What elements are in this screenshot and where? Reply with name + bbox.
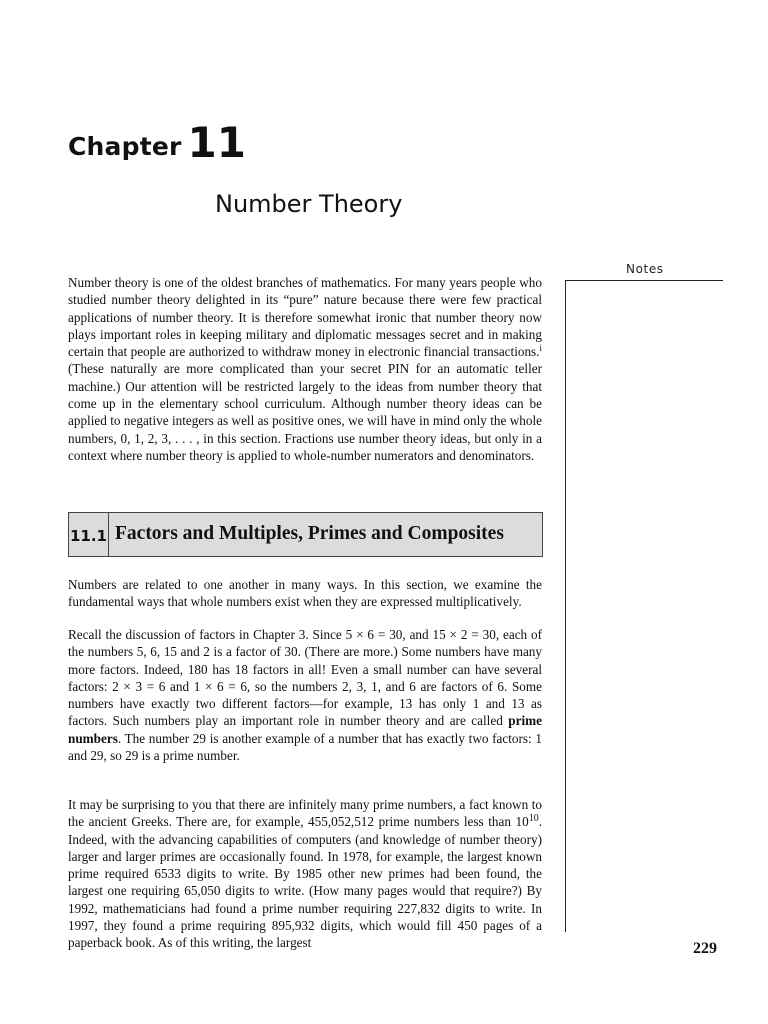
notes-label: Notes xyxy=(626,262,664,276)
chapter-number: 11 xyxy=(187,118,246,167)
body-paragraph-3 xyxy=(68,796,542,952)
body-p3-text-a: It may be surprising to you that there are infinitely many prime numbers, a fact known to the ancient Greeks. There are, for example, 455,052,512 prime numbers less than 10 xyxy=(68,797,542,830)
section-heading xyxy=(68,512,543,557)
body-paragraph-1: Numbers are related to one another in many ways. In this section, we examine the fundamental ways that whole numbers exist when they are expressed multiplicatively. xyxy=(68,577,542,610)
notes-rule-top xyxy=(565,280,723,281)
page-number: 229 xyxy=(693,940,717,957)
chapter-word: Chapter xyxy=(68,132,182,161)
section-number: 11.1 xyxy=(69,513,109,556)
notes-rule-left xyxy=(565,280,566,932)
intro-text-part1: Number theory is one of the oldest branches of mathematics. For many years people who studied number theory delighted in its “pure” nature because there were few practical applications of number theory. It is therefore somewhat ironic that number theory now plays important roles in keeping military and diplomatic messages secret and in making certain that people are authorized to withdraw money in electronic financial transactions. xyxy=(68,275,542,360)
footnote-marker: i xyxy=(539,343,542,354)
chapter-title: Number Theory xyxy=(215,190,403,218)
body-p3-text-b: . Indeed, with the advancing capabilities of computers (and knowledge of number theory) larger and larger primes are occasionally found. In 1978, for example, the largest known prime required 6533 digits to write. By 1985 other new primes had been found, the largest one requiring 65,050 digits to write. (How many pages would that require?) By 1992, mathematicians had found a prime number requiring 227,832 digits to write. In 1997, they found a prime requiring 895,932 digits, which would fill 450 pages of a paperback book. As of this writing, the largest xyxy=(68,814,542,951)
body-p2-text-a: Recall the discussion of factors in Chapter 3. Since 5 × 6 = 30, and 15 × 2 = 30, each of the numbers 5, 6, 15 and 2 is a factor of 30. (There are more.) Some numbers have many more factors. Indeed, 180 has 18 factors in all! Even a small number can have several factors: 2 × 3 = 6 and 1 × 6 = 6, so the numbers 2, 3, 1, and 6 are factors of 6. Some numbers have exactly two different factors—for example, 13 has only 1 and 13 as factors. Such numbers play an important role in number theory and are called xyxy=(68,627,542,729)
body-paragraph-2 xyxy=(68,626,542,764)
exponent: 10 xyxy=(528,813,539,825)
intro-text-part2: (These naturally are more complicated than your secret PIN for an automatic teller machine.) Our attention will be restricted largely to the ideas from number theory that come up in the elementary school curriculum. Although number theory ideas can be applied to negative integers as well as positive ones, we will have in mind only the whole numbers, 0, 1, 2, 3, . . . , in this section. Fractions use number theory ideas, but only in a context where number theory is applied to whole-number numerators and denominators. xyxy=(68,361,542,463)
prime-numbers-term: prime numbers xyxy=(68,713,542,746)
section-title: Factors and Multiples, Primes and Composites xyxy=(115,523,504,544)
body-p2-text-b: . The number 29 is another example of a number that has exactly two factors: 1 and 29, so 29 is a prime number. xyxy=(68,730,542,764)
intro-paragraph xyxy=(68,274,542,464)
chapter-heading xyxy=(68,118,246,167)
